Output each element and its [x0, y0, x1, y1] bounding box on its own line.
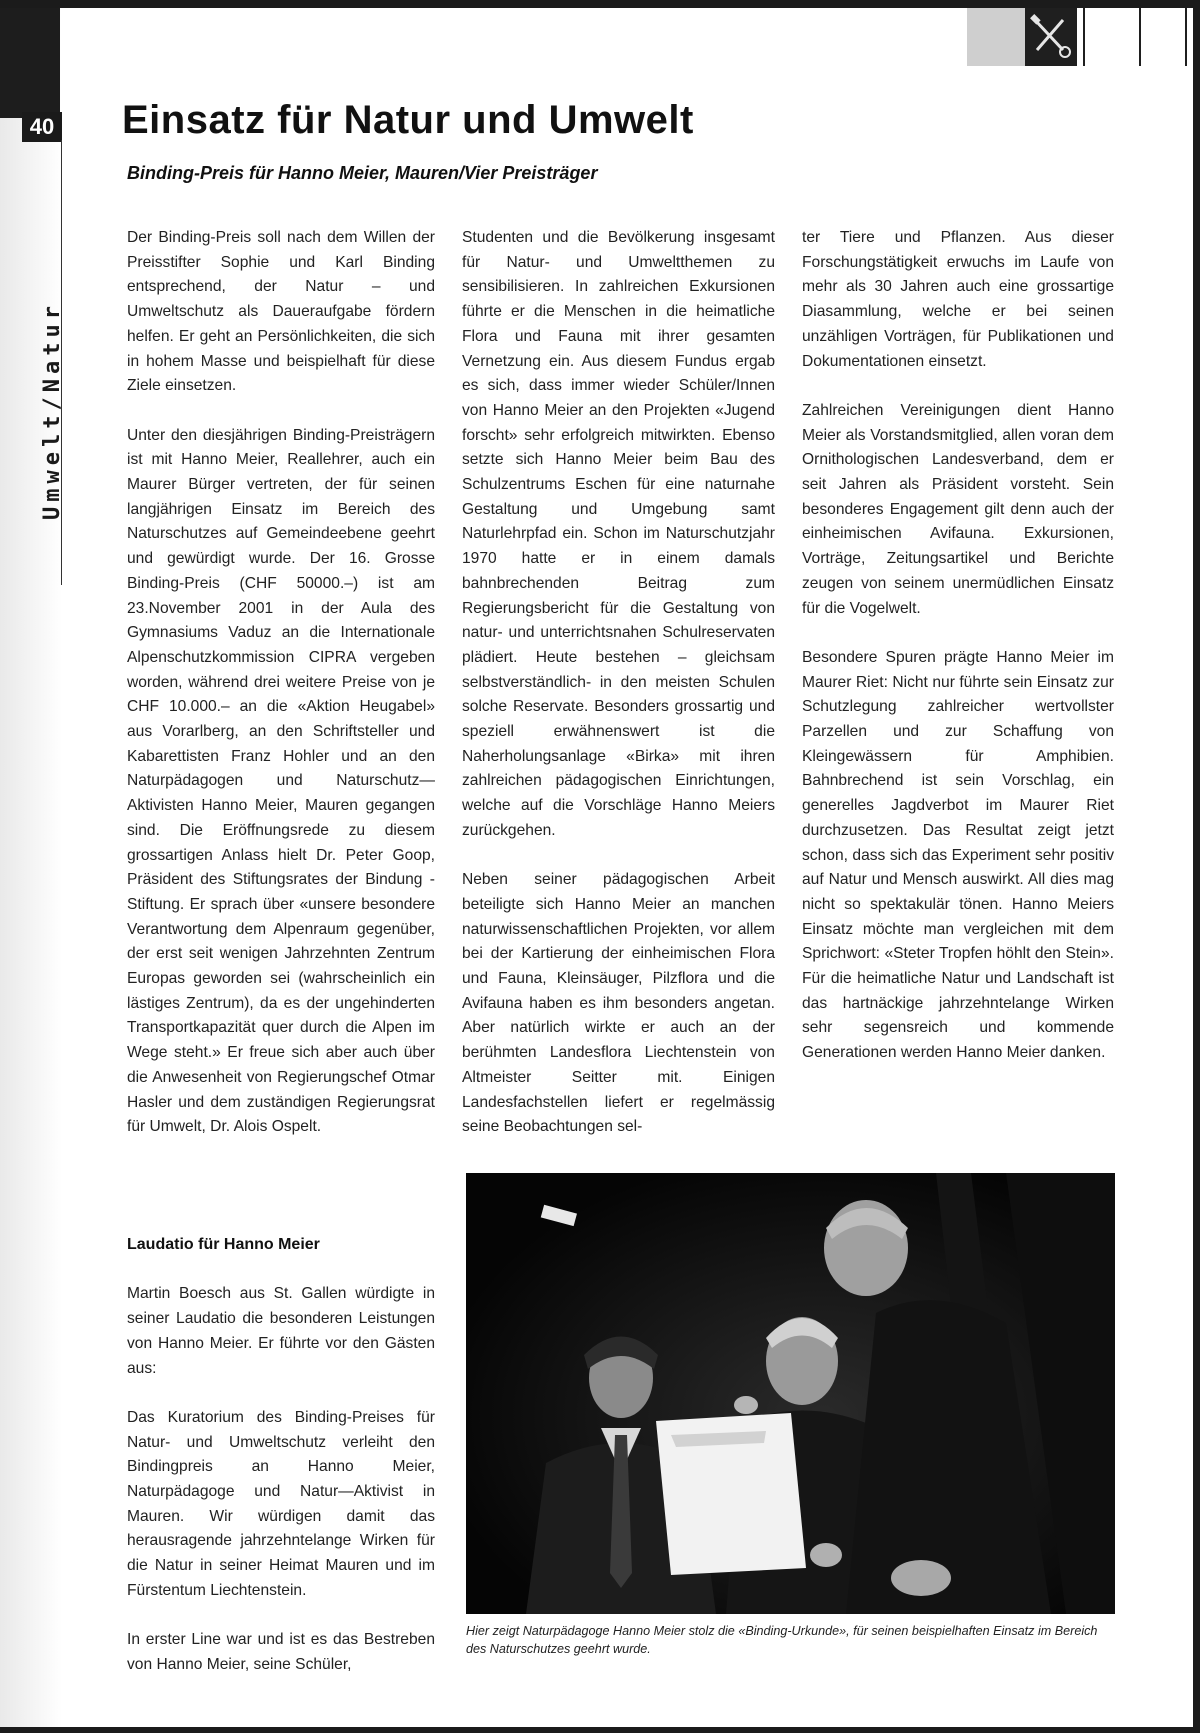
paragraph: Zahlreichen Vereinigungen dient Hanno Meier als Vorstandsmitglied, allen voran dem Ornithologischen Landesverband, dem er seit Jahren als Präsident vorsteht. Sein besonderes Engagement gilt denn auch der einheimischen Avifauna. Exkursionen, Vorträge, Zeitungsartikel und Berichte zeugen von seinem unermüdlichen Einsatz für die Vogelwelt. — [802, 401, 1114, 617]
section-emblem — [967, 8, 1193, 66]
scan-border-top — [0, 0, 1200, 8]
paragraph: Der Binding-Preis soll nach dem Willen der Preisstifter Sophie und Karl Binding entsprechend, der Natur – und Umweltschutz als Daueraufgabe fördern helfen. Er geht an Persönlichkeiten, die sich in hohem Masse und beispielhaft für diese Ziele einsetzen. — [127, 229, 435, 395]
paragraph: In erster Line war und ist es das Bestreben von Hanno Meier, seine Schüler, — [127, 1631, 435, 1673]
photo-illustration — [466, 1173, 1115, 1614]
page-number: 40 — [22, 112, 62, 142]
article-subtitle: Binding-Preis für Hanno Meier, Mauren/Vier Preisträger — [127, 163, 598, 183]
paragraph: Das Kuratorium des Binding-Preises für Natur- und Umweltschutz verleiht den Bindingpreis an Hanno Meier, Naturpädagoge und Natur—Aktivist in Mauren. Wir würdigen damit das herausragende jahrzehntelange Wirken für die Natur in seiner Heimat Mauren und im Fürstentum Liechtenstein. — [127, 1408, 435, 1599]
text-column-3 — [802, 226, 1114, 1091]
emblem-bar — [1139, 8, 1141, 66]
paragraph: Martin Boesch aus St. Gallen würdigte in seiner Laudatio die besonderen Leistungen von Hanno Meier. Er führte vor den Gästen aus: — [127, 1285, 435, 1377]
paragraph: Neben seiner pädagogischen Arbeit beteiligte sich Hanno Meier an manchen naturwissenschaftlichen Projekten, vor allem bei der Kartierung der einheimischen Flora und Fauna, Kleinsäuger, Pilzflora und die Avifauna haben es ihm besonders angetan. Aber natürlich wirkte er auch an der berühmten Landesflora Liechtenstein von Altmeister Seitter mit. Einigen Landesfachstellen liefert er regelmässig seine Beobachtungen sel- — [462, 871, 775, 1136]
page-margin-dark-block — [0, 8, 60, 118]
emblem-gray-block — [967, 8, 1025, 66]
emblem-bar — [1185, 8, 1187, 66]
text-column-2 — [462, 226, 775, 1165]
paragraph: ter Tiere und Pflanzen. Aus dieser Forschungstätigkeit erwuchs im Laufe von mehr als 30 Jahren auch eine grossartige Diasammlung, welche er bei seinen unzähligen Vorträgen, für Publikationen und Dokumentationen einsetzt. — [802, 229, 1114, 370]
paragraph: Unter den diesjährigen Binding-Preisträgern ist mit Hanno Meier, Reallehrer, auch ein Maurer Bürger vertreten, der für seinen langjährigen Einsatz im Bereich des Naturschutzes auf Gemeindeebene geehrt und gewürdigt wurde. Der 16. Grosse Binding-Preis (CHF 50000.–) ist am 23.November 2001 in der Aula des Gymnasiums Vaduz an die Internationale Alpenschutzkommission CIPRA vergeben worden, während drei weitere Preise von je CHF 10.000.– an die «Aktion Heugabel» aus Vorarlberg, an den Schriftsteller und Kabarettisten Franz Hohler und an den Naturpädagogen und Naturschutz—Aktivisten Hanno Meier, Mauren gegangen sind. Die Eröffnungsrede zu diesem grossartigen Anlass hielt Dr. Peter Goop, Präsident des Stiftungsrates der Bindung -Stiftung. Er sprach über «unsere besondere Verantwortung dem Alpenraum gegenüber, der erst seit wenigen Jahrzehnten Zentrum Europas geworden sei (wahrscheinlich ein lästiges Zentrum), da es der ungehinderten Transportkapazität quer durch die Alpen im Wege steht.» Er freue sich aber auch über die Anwesenheit von Regierungschef Otmar Hasler und dem zuständigen Regierungsrat für Umwelt, Dr. Alois Ospelt. — [127, 426, 435, 1136]
paragraph: Studenten und die Bevölkerung insgesamt für Natur- und Umweltthemen zu sensibilisieren. In zahlreichen Exkursionen führte er die Menschen in die heimatliche Flora und Fauna mit ihrer gesamten Vernetzung ein. Aus diesem Fundus ergab es sich, dass immer wieder Schüler/Innen von Hanno Meier an den Projekten «Jugend forscht» sehr erfolgreich mitwirkten. Ebenso setzte sich Hanno Meier beim Bau des Schulzentrums Eschen für eine naturnahe Gestaltung und Umgebung samt Naturlehrpfad ein. Schon im Naturschutzjahr 1970 hatte er in einem damals bahnbrechenden Beitrag zum Regierungsbericht für die Gestaltung von natur- und unterrichtsnahen Schulreservaten plädiert. Heute bestehen – gleichsam selbstverständlich- in den meisten Schulen solche Reservate. Besonders grossartig und speziell erwähnenswert ist die Naherholungsanlage «Birka» mit ihren zahlreichen pädagogischen Einrichtungen, welche auf die Vorschläge Hanno Meiers zurückgehen. — [462, 229, 775, 839]
tools-icon — [1025, 8, 1077, 66]
scan-border-bottom — [0, 1727, 1200, 1733]
emblem-bar — [1083, 8, 1085, 66]
paragraph: Besondere Spuren prägte Hanno Meier im Maurer Riet: Nicht nur führte sein Einsatz zur Schutzlegung zahlreicher wertvollster Parzellen und zur Schaffung von Kleingewässern für Amphibien. Bahnbrechend ist sein Vorschlag, ein generelles Jagdverbot im Maurer Riet durchzusetzen. Das Resultat zeigt jetzt schon, dass sich das Experiment sehr positiv auf Natur und Mensch auswirkt. All dies mag nicht so spektakulär tönen. Hanno Meiers Einsatz möchte man vergleichen mit dem Sprichwort: «Steter Tropfen höhlt den Stein». Für die heimatliche Natur und Landschaft ist das hartnäckige jahrzehntelange Wirken sehr segensreich und kommende Generationen werden Hanno Meier danken. — [802, 648, 1114, 1062]
award-photo — [466, 1173, 1115, 1614]
laudatio-heading: Laudatio für Hanno Meier — [127, 1236, 320, 1253]
scan-border-right — [1193, 0, 1200, 1733]
photo-caption: Hier zeigt Naturpädagoge Hanno Meier stolz die «Binding-Urkunde», für seinen beispielhaften Einsatz im Bereich des Naturschutzes geehrt wurde. — [466, 1624, 1098, 1656]
section-label: Umwelt/Natur — [40, 301, 65, 520]
page-margin-strip — [0, 8, 62, 1727]
text-column-1 — [127, 226, 435, 1165]
laudatio-section — [127, 1233, 435, 1702]
article-title: Einsatz für Natur und Umwelt — [122, 98, 694, 142]
